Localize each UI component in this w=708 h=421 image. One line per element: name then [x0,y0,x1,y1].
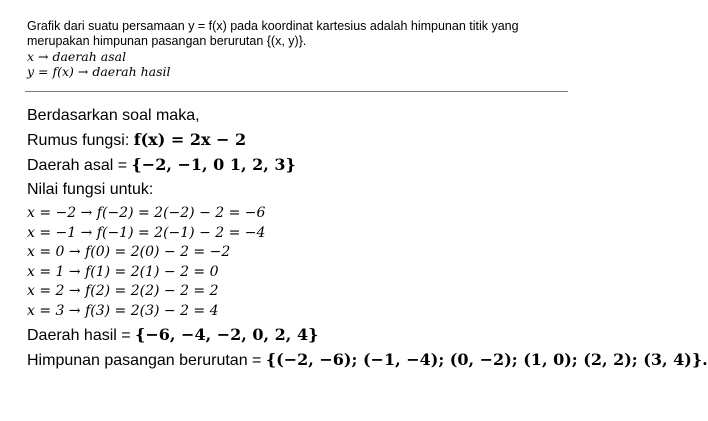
evaluation-row: x = −1 → f(−1) = 2(−1) − 2 = −4 [27,224,266,241]
range [27,325,627,346]
function-formula-label: Rumus fungsi: [27,132,134,149]
function-formula-value: f(x) = 2x − 2 [133,130,247,149]
domain-label: Daerah asal = [27,157,132,174]
intro-line-4: y = f(x) → daerah hasil [27,64,171,79]
evaluation-heading: Nilai fungsi untuk: [27,181,154,198]
evaluation-row: x = 0 → f(0) = 2(0) − 2 = −2 [27,244,231,260]
solution-heading: Berdasarkan soal maka, [27,107,200,124]
evaluation-row: x = −2 → f(−2) = 2(−2) − 2 = −6 [27,205,266,221]
intro-line-2: merupakan himpunan pasangan berurutan {(x, y)}. [27,34,307,48]
intro-line-1: Grafik dari suatu persamaan y = f(x) pada koordinat kartesius adalah himpunan titik yang [27,19,519,33]
solution [27,106,708,375]
divider [25,91,568,92]
evaluation-row: x = 1 → f(1) = 2(1) − 2 = 0 [27,263,219,280]
evaluation-row: x = 2 → f(2) = 2(2) − 2 = 2 [27,283,219,299]
domain-value: {−2, −1, 0 1, 2, 3} [131,155,296,174]
ordered-pairs-label: Himpunan pasangan berurutan = [27,352,266,369]
range-value: {−6, −4, −2, 0, 2, 4} [135,325,319,344]
range-label: Daerah hasil = [27,327,136,344]
function-formula [27,130,627,151]
domain [27,155,627,176]
evaluation-list [27,204,627,321]
intro-line-3: x → daerah asal [27,49,127,64]
evaluation-row: x = 3 → f(3) = 2(3) − 2 = 4 [27,302,219,319]
ordered-pairs-value: {(−2, −6); (−1, −4); (0, −2); (1, 0); (2, 2); (3, 4)}. [265,350,708,369]
intro-text [27,19,607,79]
ordered-pairs [27,350,708,371]
